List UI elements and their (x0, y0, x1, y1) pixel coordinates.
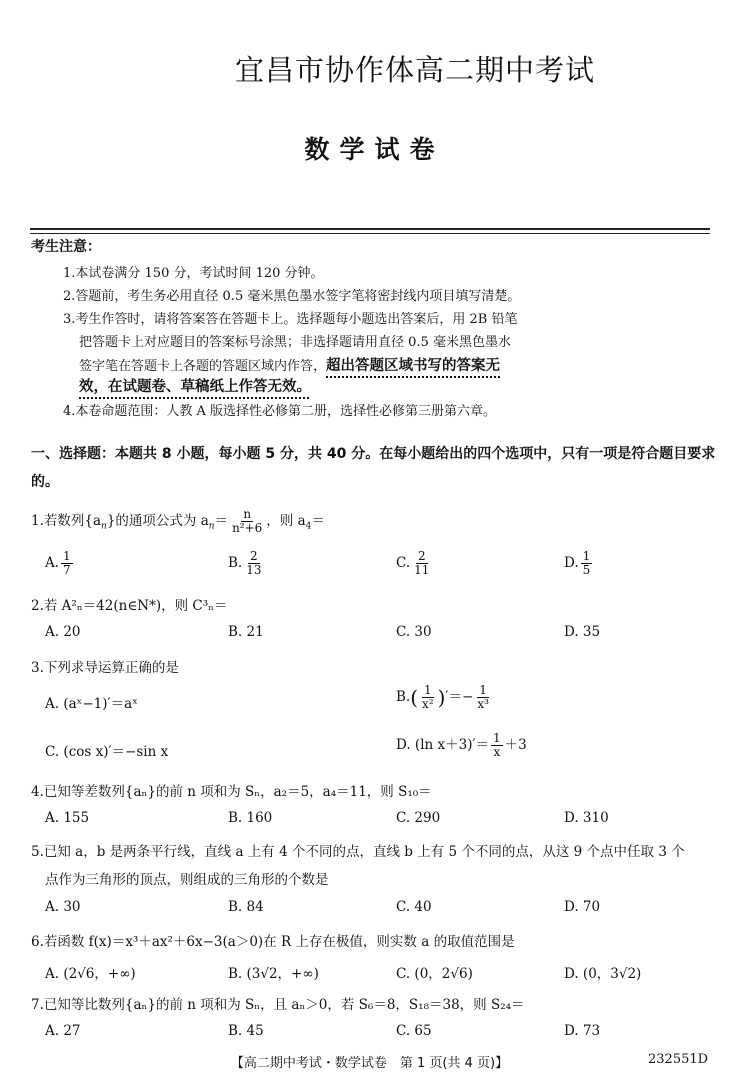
q1-text-2: }的通项公式为 a (106, 513, 209, 529)
q5-option-b: B. 84 (228, 899, 264, 915)
q2-option-c: C. 30 (396, 624, 432, 640)
q5-option-d: D. 70 (564, 899, 601, 915)
q1-option-d: D. $\frac{1}{5}$ (564, 549, 591, 577)
notice-item-3: 3.考生作答时，请将答案答在答题卡上。选择题每小题选出答案后，用 2B 铅笔 (63, 312, 518, 327)
notice-item-3-cont: 把答题卡上对应题目的答案标号涂黑；非选择题请用直径 0.5 毫米黑色墨水 (79, 335, 511, 350)
exam-code: 232551D (648, 1052, 709, 1067)
q7-option-b: B. 45 (228, 1023, 264, 1039)
q4-option-a: A. 155 (45, 810, 90, 826)
q7-option-d: D. 73 (564, 1023, 601, 1039)
q7-option-c: C. 65 (396, 1023, 432, 1039)
q3-option-a: A. (aˣ−1)′＝aˣ (45, 696, 138, 712)
q1-option-a: A. $\frac{1}{7}$ (45, 549, 71, 577)
q7-option-a: A. 27 (45, 1023, 81, 1039)
section-heading: 一、选择题：本题共 8 小题，每小题 5 分，共 40 分。在每小题给出的四个选项中，只有一项是符合题目要求的。 (31, 446, 716, 490)
q2-option-d: D. 35 (564, 624, 601, 640)
q5-option-a: A. 30 (45, 899, 81, 915)
q1-text-3: ，则 a (266, 513, 306, 529)
exam-subtitle: 数学试卷 (304, 135, 445, 164)
notice-item-1: 1.本试卷满分 150 分，考试时间 120 分钟。 (63, 266, 324, 281)
q3-option-c: C. (cos x)′＝−sin x (45, 744, 169, 760)
q1-option-b: B. $\frac{2}{13}$ (228, 549, 262, 577)
question-5-stem-cont: 点作为三角形的顶点，则组成的三角形的个数是 (45, 872, 329, 888)
question-4-stem: 4.已知等差数列{aₙ}的前 n 项和为 Sₙ，a₂＝5，a₄＝11，则 S₁₀＝ (31, 784, 432, 800)
question-2-stem: 2.若 A²ₙ＝42(n∈N*)，则 C³ₙ＝ (31, 598, 228, 614)
q6-option-d: D. (0，3√2) (564, 966, 642, 982)
notice-heading: 考生注意： (31, 239, 101, 255)
q3-option-d: D. (ln x＋3)′＝ $\frac{1}{x}$ ＋3 (396, 731, 527, 759)
exam-title: 宜昌市协作体高二期中考试 (234, 53, 595, 87)
header-divider-thin (30, 233, 710, 234)
notice-item-4: 4.本卷命题范围：人教 A 版选择性必修第二册，选择性必修第三册第六章。 (63, 404, 497, 419)
question-3-stem: 3.下列求导运算正确的是 (31, 660, 179, 676)
notice-emphasis-2: 效，在试题卷、草稿纸上作答无效。 (79, 379, 311, 395)
q2-option-b: B. 21 (228, 624, 264, 640)
q1-option-c: C. $\frac{2}{11}$ (396, 549, 430, 577)
header-divider (30, 228, 710, 230)
question-5-stem: 5.已知 a，b 是两条平行线，直线 a 上有 4 个不同的点，直线 b 上有 5 个不同的点，从这 9 个点中任取 3 个 (31, 844, 685, 860)
q4-option-c: C. 290 (396, 810, 441, 826)
q6-option-b: B. (3√2，+∞) (228, 966, 319, 982)
notice-item-3-cont3 (79, 375, 311, 396)
q6-option-c: C. (0，2√6) (396, 966, 473, 982)
notice-item-2: 2.答题前，考生务必用直径 0.5 毫米黑色墨水签字笔将密封线内项目填写清楚。 (63, 289, 521, 304)
q1-fraction: $\frac{n}{\text{n²+6}}$ (232, 507, 263, 535)
page-footer: 【高二期中考试・数学试卷 第 1 页(共 4 页)】 (230, 1056, 509, 1071)
question-1-stem: 1.若数列$\{a_n\}$的通项公式为 $a_n=$ $\frac{n}{\text{n²+6}}$ ，则 $a_4=$ (31, 507, 325, 535)
question-6-stem: 6.若函数 f(x)＝x³＋ax²＋6x−3(a＞0)在 R 上存在极值，则实数 a 的取值范围是 (31, 934, 515, 950)
q5-option-c: C. 40 (396, 899, 432, 915)
notice-item-3-cont2 (79, 354, 500, 375)
q3-option-b: B.( $\frac{1}{\text{x²}}$ )′＝− $\frac{1}{\text{x³}}$ (396, 683, 489, 711)
q4-option-b: B. 160 (228, 810, 273, 826)
notice-emphasis: 超出答题区域书写的答案无 (326, 358, 501, 374)
notice-text: 签字笔在答题卡上各题的答题区域内作答， (79, 359, 327, 374)
q4-option-d: D. 310 (564, 810, 609, 826)
q2-option-a: A. 20 (45, 624, 81, 640)
q1-text: 1.若数列{a (31, 513, 102, 529)
question-7-stem: 7.已知等比数列{aₙ}的前 n 项和为 Sₙ，且 aₙ＞0，若 S₆＝8，S₁₈＝38，则 S₂₄＝ (31, 997, 525, 1013)
q6-option-a: A. (2√6，+∞) (45, 966, 136, 982)
